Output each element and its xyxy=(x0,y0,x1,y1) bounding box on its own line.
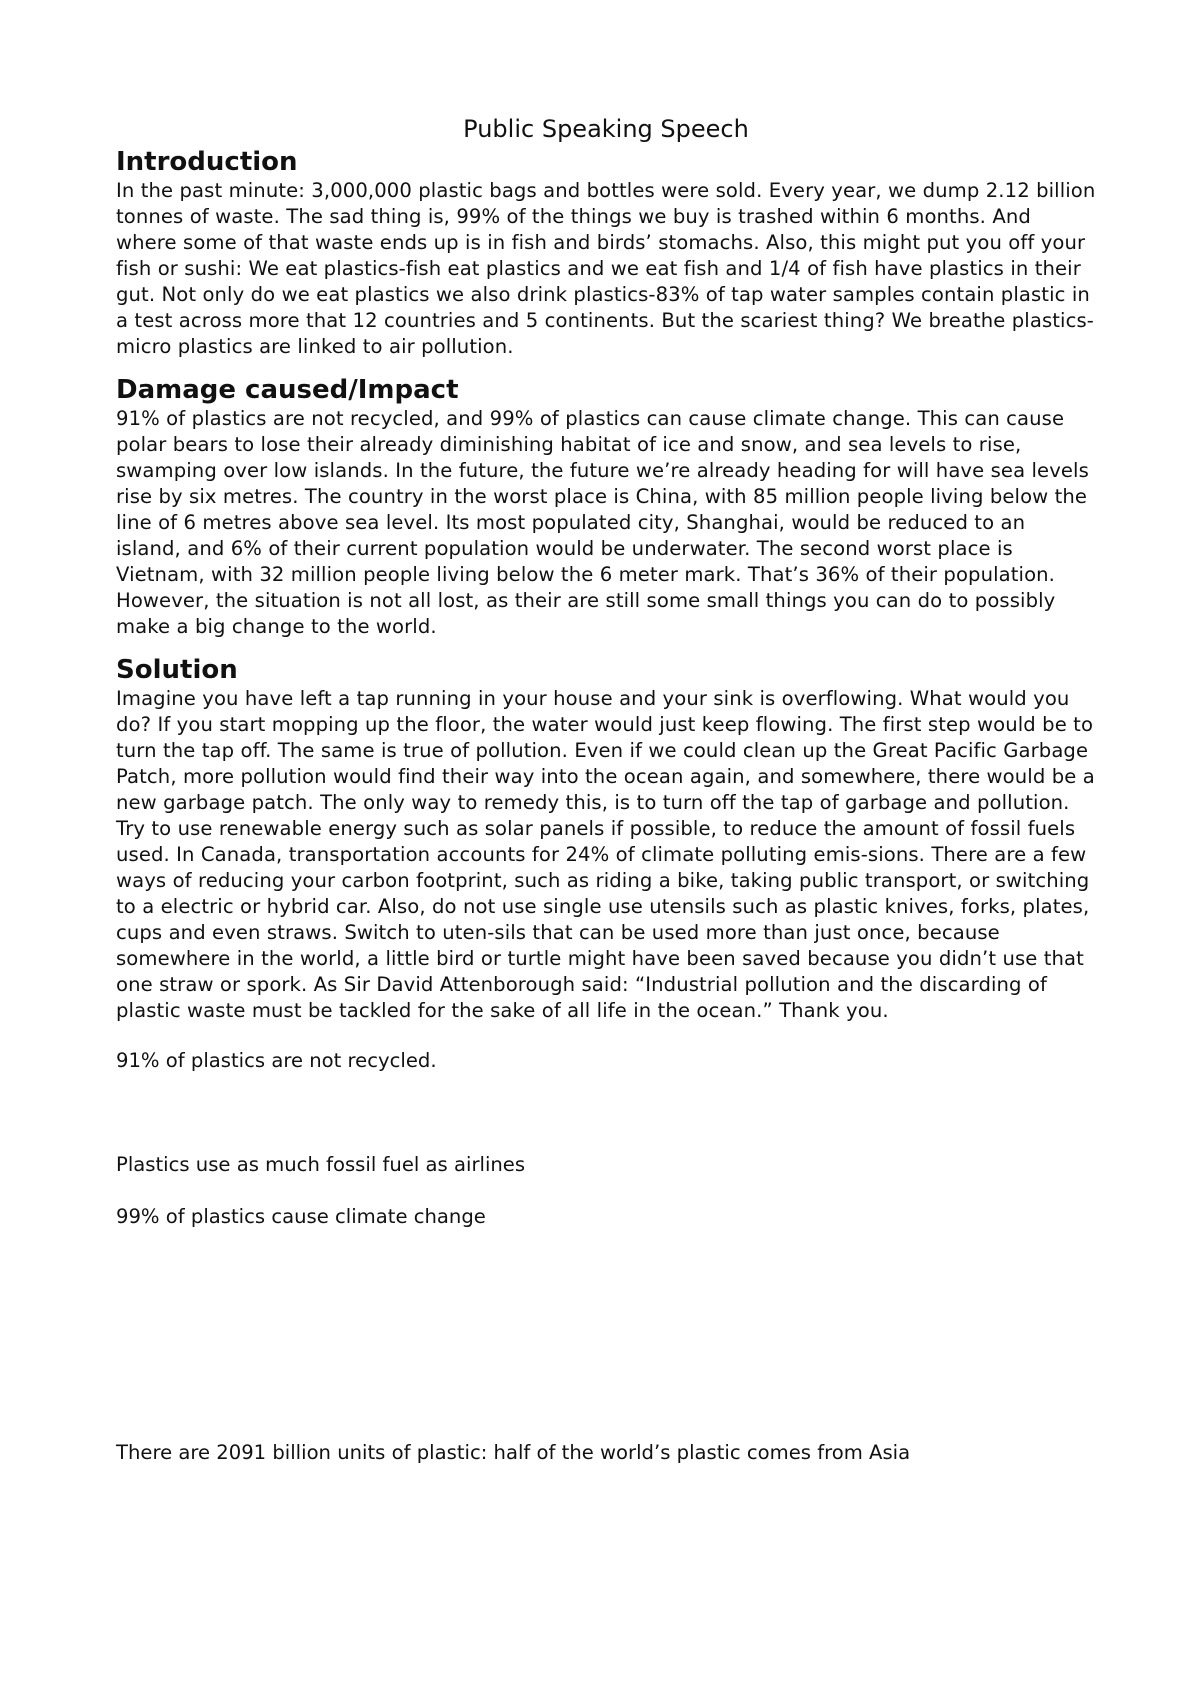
section-paragraph: In the past minute: 3,000,000 plastic bags and bottles were sold. Every year, we dump 2.12 billion tonnes of waste. The sad thing is, 99% of the things we buy is trashed within 6 months. And where some of that waste ends up is in fish and birds’ stomachs. Also, this might put you off your fish or sushi: We eat plastics-fish eat plastics and we eat fish and 1/4 of fish have plastics in their gut. Not only do we eat plastics we also drink plastics-83% of tap water samples contain plastic in a test across more that 12 countries and 5 continents. But the scariest thing? We breathe plastics- micro plastics are linked to air pollution. xyxy=(116,179,1096,358)
section-paragraph: Try to use renewable energy such as solar panels if possible, to reduce the amount of fossil fuels used. In Canada, transportation accounts for 24% of climate polluting emis-sions. There are a few ways of reducing your carbon footprint, such as riding a bike, taking public transport, or switching to a electric or hybrid car. Also, do not use single use utensils such as plastic knives, forks, plates, cups and even straws. Switch to uten-sils that can be used more than just once, because somewhere in the world, a little bird or turtle might have been saved because you didn’t use that one straw or spork. As Sir David Attenborough said: “Industrial pollution and the discarding of plastic waste must be tackled for the sake of all life in the ocean.” Thank you. xyxy=(116,817,1090,1022)
section-paragraph: 91% of plastics are not recycled, and 99% of plastics can cause climate change. This can cause polar bears to lose their already diminishing habitat of ice and snow, and sea levels to rise, swamping over low islands. In the future, the future we’re already heading for will have sea levels rise by six metres. The country in the worst place is China, with 85 million people living below the line of 6 metres above sea level. Its most populated city, Shanghai, would be reduced to an island, and 6% of their current population would be underwater. The second worst place is Vietnam, with 32 million people living below the 6 meter mark. That’s 36% of their population. xyxy=(116,407,1089,586)
fact-note: 99% of plastics cause climate change xyxy=(116,1205,486,1228)
section-introduction xyxy=(116,146,1096,360)
section-heading: Damage caused/Impact xyxy=(116,375,459,405)
section-damage xyxy=(116,374,1096,640)
document-content xyxy=(116,114,1096,1466)
section-heading: Introduction xyxy=(116,147,298,177)
section-paragraph: Imagine you have left a tap running in your house and your sink is overflowing. What would you do? If you start mopping up the floor, the water would just keep flowing. The first step would be to turn the tap off. The same is true of pollution. Even if we could clean up the Great Pacific Garbage Patch, more pollution would find their way into the ocean again, and somewhere, there would be a new garbage patch. The only way to remedy this, is to turn off the tap of garbage and pollution. xyxy=(116,687,1095,814)
fact-note: Plastics use as much fossil fuel as airlines xyxy=(116,1153,526,1176)
section-paragraph: However, the situation is not all lost, as their are still some small things you can do to possibly make a big change to the world. xyxy=(116,589,1056,638)
document-title: Public Speaking Speech xyxy=(463,115,749,143)
section-heading: Solution xyxy=(116,655,238,685)
section-solution xyxy=(116,654,1096,1024)
fact-note: There are 2091 billion units of plastic: half of the world’s plastic comes from Asia xyxy=(116,1441,911,1464)
fact-note: 91% of plastics are not recycled. xyxy=(116,1049,437,1072)
